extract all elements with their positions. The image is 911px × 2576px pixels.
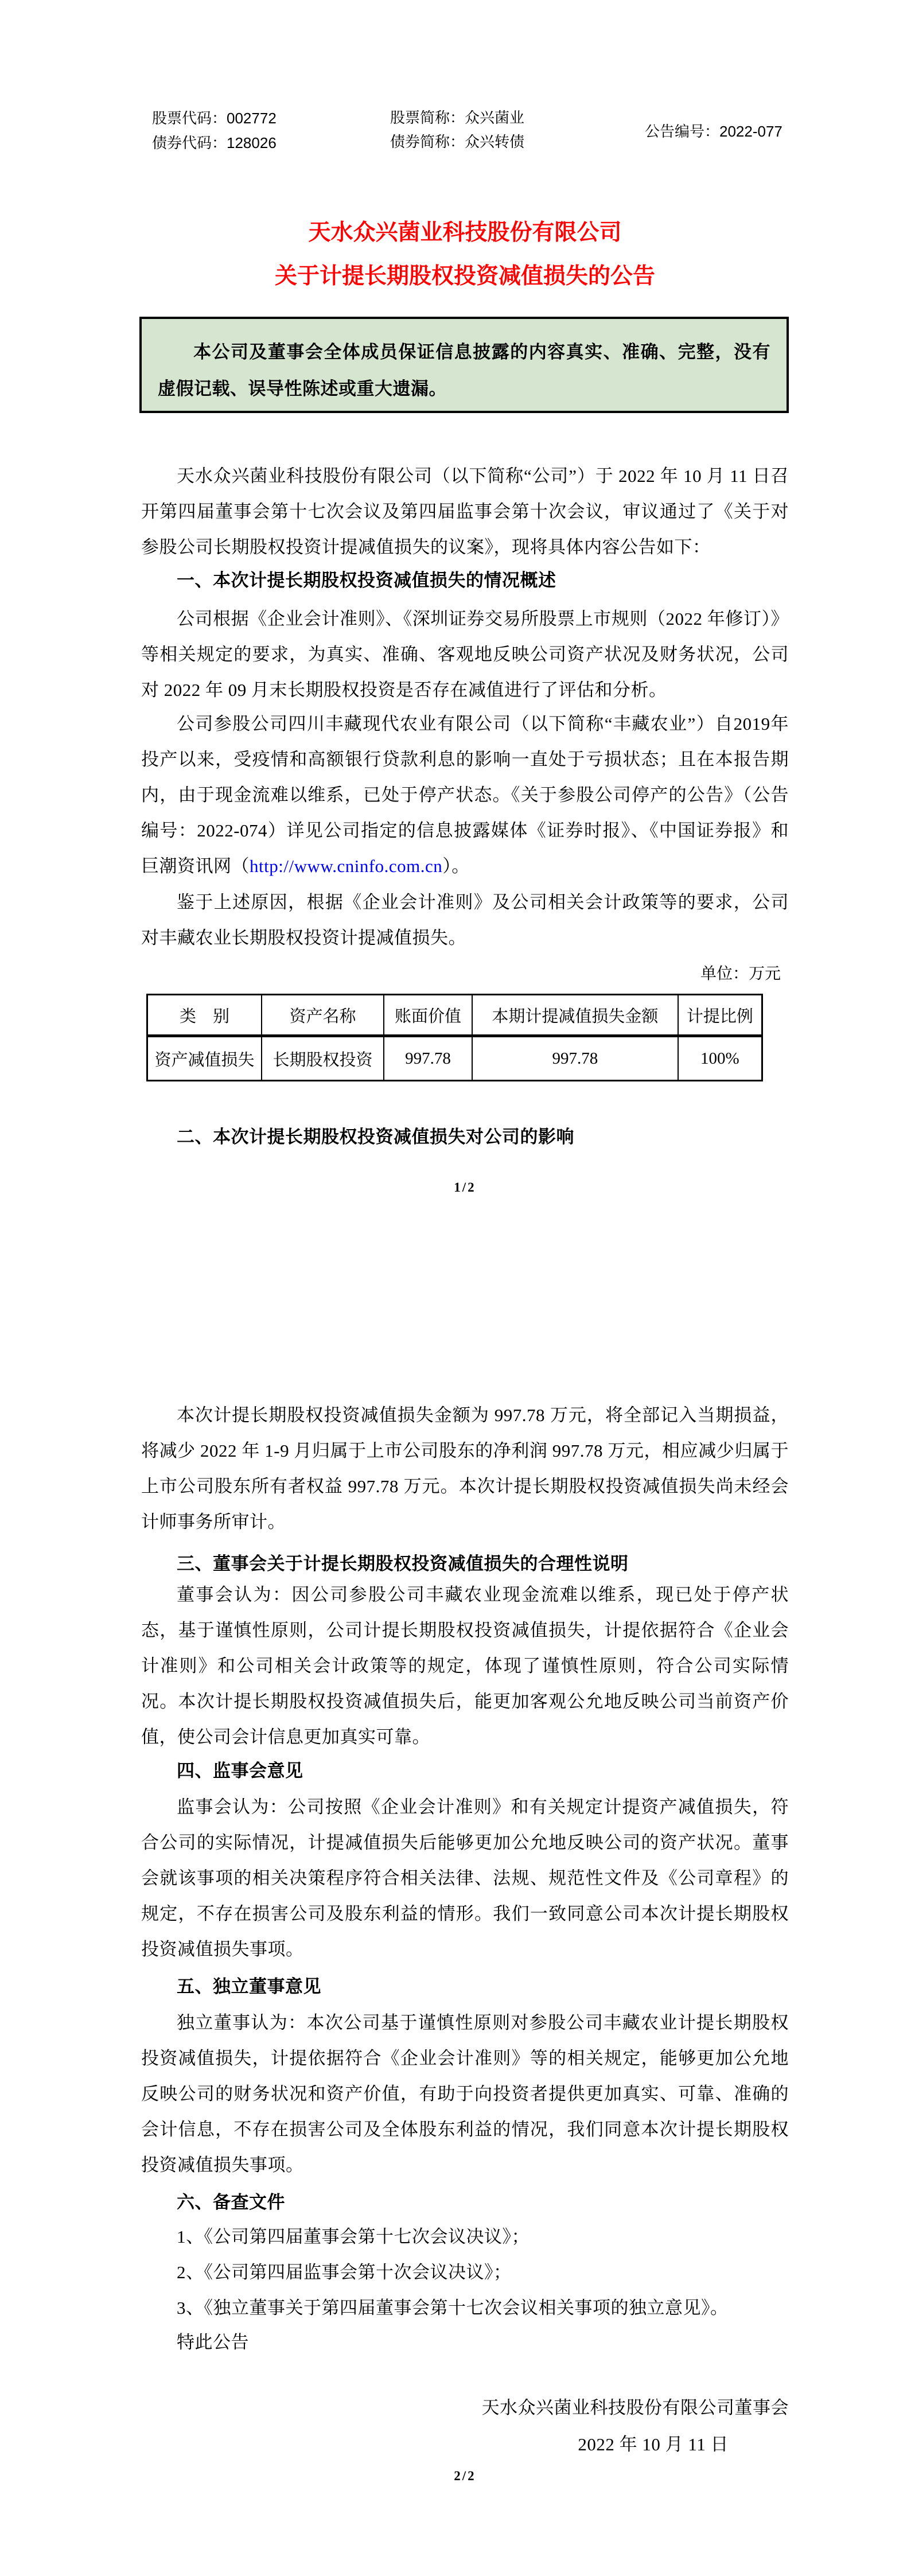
announcement-number — [645, 123, 782, 141]
stock-name-value: 众兴菌业 — [465, 110, 525, 126]
bond-code-value: 128026 — [227, 134, 277, 151]
section-3-heading: 三、董事会关于计提长期股权投资减值损失的合理性说明 — [177, 1554, 629, 1574]
cell-book-value: 997.78 — [384, 1036, 472, 1081]
table-header-book-value: 账面价值 — [384, 995, 472, 1036]
disclaimer-box — [139, 317, 789, 413]
disclaimer-text: 本公司及董事会全体成员保证信息披露的内容真实、准确、完整，没有虚假记载、误导性陈述或重大遗漏。 — [158, 342, 770, 399]
stock-name-line — [390, 106, 524, 130]
page-1-footer: 1/2 — [454, 1180, 476, 1194]
page-2-footer: 2/2 — [454, 2469, 476, 2483]
cell-asset-name: 长期股权投资 — [262, 1036, 384, 1081]
bond-name-label: 债券简称： — [390, 134, 465, 150]
section-5-heading: 五、独立董事意见 — [177, 1976, 321, 1997]
table-header-asset-name: 资产名称 — [262, 995, 384, 1036]
section-1-paragraph-2-text: 公司参股公司四川丰藏现代农业有限公司（以下简称“丰藏农业”）自2019年投产以来，受疫情和高额银行贷款利息的影响一直处于亏损状态；且在本报告期内，由于现金流难以维系，已处于停产状态。《关于参股公司停产的公告》（公告编号：2022-074）详见公司指定的信息披露媒体《证券时报》、《中国证券报》和巨潮资讯网（ — [141, 714, 789, 876]
section-5-paragraph-1: 独立董事认为：本次公司基于谨慎性原则对参股公司丰藏农业计提长期股权投资减值损失，计提依据符合《企业会计准则》等的相关规定，能够更加公允地反映公司的财务状况和资产价值，有助于向投资者提供更加真实、可靠、准确的会计信息，不存在损害公司及全体股东利益的情况，我们同意本次计提长期股权投资减值损失事项。 — [141, 2013, 789, 2175]
table-row — [147, 1036, 762, 1081]
table-header-row — [147, 995, 762, 1036]
table-unit-note: 单位：万元 — [700, 965, 781, 983]
cell-impairment-amount: 997.78 — [472, 1036, 678, 1081]
impairment-table — [146, 994, 763, 1081]
announcement-number-label: 公告编号： — [645, 123, 720, 140]
stock-names-block — [390, 106, 524, 154]
section-4-paragraph-1: 监事会认为：公司按照《企业会计准则》和有关规定计提资产减值损失，符合公司的实际情况，计提减值损失后能够更加公允地反映公司的资产状况。董事会就该事项的相关决策程序符合相关法律、法规、规范性文件及《公司章程》的规定，不存在损害公司及股东利益的情形。我们一致同意公司本次计提长期股权投资减值损失事项。 — [141, 1797, 789, 1959]
stock-codes-block — [152, 106, 277, 155]
signature-company: 天水众兴菌业科技股份有限公司董事会 — [481, 2398, 789, 2418]
section-1-heading: 一、本次计提长期股权投资减值损失的情况概述 — [177, 570, 556, 590]
section-1-paragraph-3: 鉴于上述原因，根据《企业会计准则》及公司相关会计政策等的要求，公司对丰藏农业长期股权投资计提减值损失。 — [141, 892, 789, 948]
section-1-paragraph-2-tail: ）。 — [442, 856, 470, 876]
bond-code-line — [152, 131, 277, 155]
stock-code-line — [152, 106, 277, 131]
stock-code-label: 股票代码： — [152, 110, 227, 127]
section-2-paragraph-1: 本次计提长期股权投资减值损失金额为 997.78 万元，将全部记入当期损益，将减少 2022 年 1-9 月归属于上市公司股东的净利润 997.78 万元，相应减少归属于上市公司股东所有者权益 997.78 万元。本次计提长期股权投资减值损失尚未经会计师事务所审计。 — [141, 1405, 789, 1532]
table-header-impairment-amount: 本期计提减值损失金额 — [472, 995, 678, 1036]
section-1-paragraph-1: 公司根据《企业会计准则》、《深圳证券交易所股票上市规则（2022 年修订）》等相关规定的要求，为真实、准确、客观地反映公司资产状况及财务状况，公司对 2022 年 09 月末长期股权投资是否存在减值进行了评估和分析。 — [141, 609, 789, 700]
signature-date: 2022 年 10 月 11 日 — [578, 2434, 729, 2454]
section-4-heading: 四、监事会意见 — [177, 1761, 303, 1781]
cell-provision-ratio: 100% — [678, 1036, 762, 1081]
announcement-subject-title: 关于计提长期股权投资减值损失的公告 — [274, 264, 655, 289]
intro-paragraph: 天水众兴菌业科技股份有限公司（以下简称“公司”）于 2022 年 10 月 11 日召开第四届董事会第十七次会议及第四届监事会第十次会议，审议通过了《关于对参股公司长期股权投资计提减值损失的议案》，现将具体内容公告如下： — [141, 466, 789, 557]
stock-code-value: 002772 — [227, 110, 277, 127]
table-header-provision-ratio: 计提比例 — [678, 995, 762, 1036]
bond-name-line — [390, 130, 524, 154]
section-3-paragraph-1: 董事会认为：因公司参股公司丰藏农业现金流难以维系，现已处于停产状态，基于谨慎性原则，公司计提长期股权投资减值损失，计提依据符合《企业会计准则》和公司相关会计政策等的规定，体现了谨慎性原则，符合公司实际情况。本次计提长期股权投资减值损失后，能更加客观公允地反映公司当前资产价值，使公司会计信息更加真实可靠。 — [141, 1585, 789, 1747]
section-1-paragraph-2 — [141, 706, 789, 884]
reference-document-item: 3、《独立董事关于第四届董事会第十七次会议相关事项的独立意见》。 — [177, 2298, 729, 2318]
announcement-number-value: 2022-077 — [719, 123, 782, 140]
cninfo-link[interactable]: http://www.cninfo.com.cn — [250, 856, 443, 876]
table-header-category: 类 别 — [147, 995, 262, 1036]
reference-document-item: 2、《公司第四届监事会第十次会议决议》； — [177, 2262, 512, 2282]
section-2-heading: 二、本次计提长期股权投资减值损失对公司的影响 — [177, 1127, 574, 1147]
company-title: 天水众兴菌业科技股份有限公司 — [308, 220, 622, 245]
closing-statement: 特此公告 — [177, 2332, 249, 2352]
bond-name-value: 众兴转债 — [465, 134, 525, 150]
stock-name-label: 股票简称： — [390, 110, 465, 126]
cell-category: 资产减值损失 — [147, 1036, 262, 1081]
section-6-heading: 六、备查文件 — [177, 2192, 285, 2212]
reference-documents-list — [141, 2219, 789, 2326]
bond-code-label: 债券代码： — [152, 135, 227, 151]
reference-document-item: 1、《公司第四届董事会第十七次会议决议》； — [177, 2227, 530, 2247]
